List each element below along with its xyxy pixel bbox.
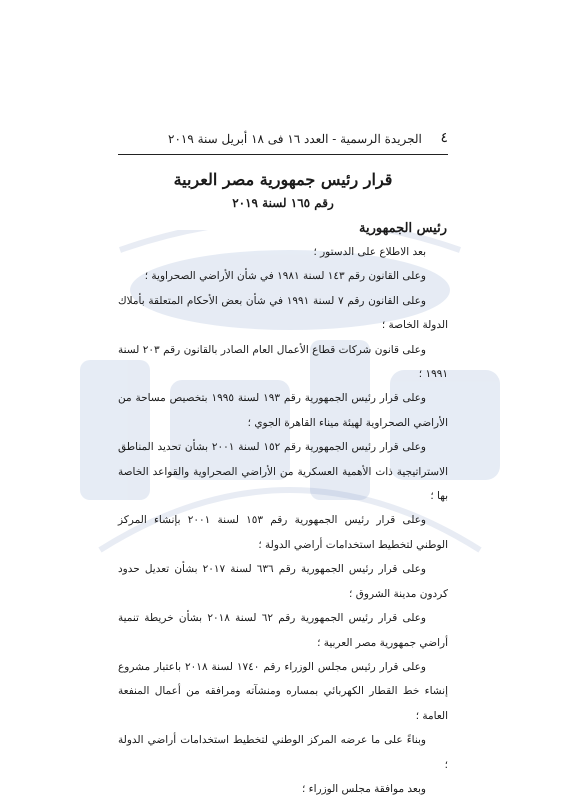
preamble-paragraph: وعلى قرار رئيس الجمهورية رقم ٦٢ لسنة ٢٠١٨ بشأن خريطة تنمية أراضي جمهورية مصر العربية ؛ <box>118 612 448 649</box>
decree-number: رقم ١٦٥ لسنة ٢٠١٩ <box>232 196 334 210</box>
preamble-paragraph: وعلى قرار رئيس الجمهورية رقم ١٥٣ لسنة ٢٠٠١ بإنشاء المركز الوطني لتخطيط استخدامات أراضي الدولة ؛ <box>118 514 448 551</box>
preamble-paragraph: وعلى القانون رقم ١٤٣ لسنة ١٩٨١ في شأن الأراضي الصحراوية ؛ <box>144 270 426 283</box>
decree-preamble <box>118 240 448 801</box>
page-number: ٤ <box>440 130 448 146</box>
preamble-paragraph: وعلى قرار رئيس الجمهورية رقم ٦٣٦ لسنة ٢٠١٧ بشأن تعديل حدود كردون مدينة الشروق ؛ <box>118 563 448 600</box>
page-header <box>118 130 448 152</box>
header-divider <box>118 154 448 155</box>
preamble-paragraph: وعلى قانون شركات قطاع الأعمال العام الصادر بالقانون رقم ٢٠٣ لسنة ١٩٩١ ؛ <box>118 343 448 381</box>
president-heading: رئيس الجمهورية <box>359 221 447 236</box>
preamble-paragraph: وعلى قرار رئيس الجمهورية رقم ١٩٣ لسنة ١٩٩٥ بتخصيص مساحة من الأراضي الصحراوية لهيئة ميناء القاهرة الجوي ؛ <box>118 392 448 429</box>
preamble-paragraph: وبعد موافقة مجلس الوزراء ؛ <box>302 782 426 795</box>
preamble-paragraph: وعلى القانون رقم ٧ لسنة ١٩٩١ في شأن بعض الأحكام المتعلقة بأملاك الدولة الخاصة ؛ <box>118 294 448 332</box>
preamble-paragraph: وعلى قرار رئيس الجمهورية رقم ١٥٢ لسنة ٢٠٠١ بشأن تحديد المناطق الاستراتيجية ذات الأهمية العسكرية من الأراضي الصحراوية والقواعد الخاصة بها ؛ <box>118 441 448 503</box>
decree-title: قرار رئيس جمهورية مصر العربية <box>173 170 393 189</box>
preamble-paragraph: وعلى قرار رئيس مجلس الوزراء رقم ١٧٤٠ لسنة ٢٠١٨ باعتبار مشروع إنشاء خط القطار الكهربائي بمساره ومنشآته ومرافقه من أعمال المنفعة العامة ؛ <box>118 660 448 722</box>
preamble-paragraph: وبناءً على ما عرضه المركز الوطني لتخطيط استخدامات أراضي الدولة ؛ <box>118 734 448 771</box>
preamble-paragraph: بعد الاطلاع على الدستور ؛ <box>313 246 426 258</box>
gazette-header-title: الجريدة الرسمية - العدد ١٦ فى ١٨ أبريل سنة ٢٠١٩ <box>168 132 422 146</box>
